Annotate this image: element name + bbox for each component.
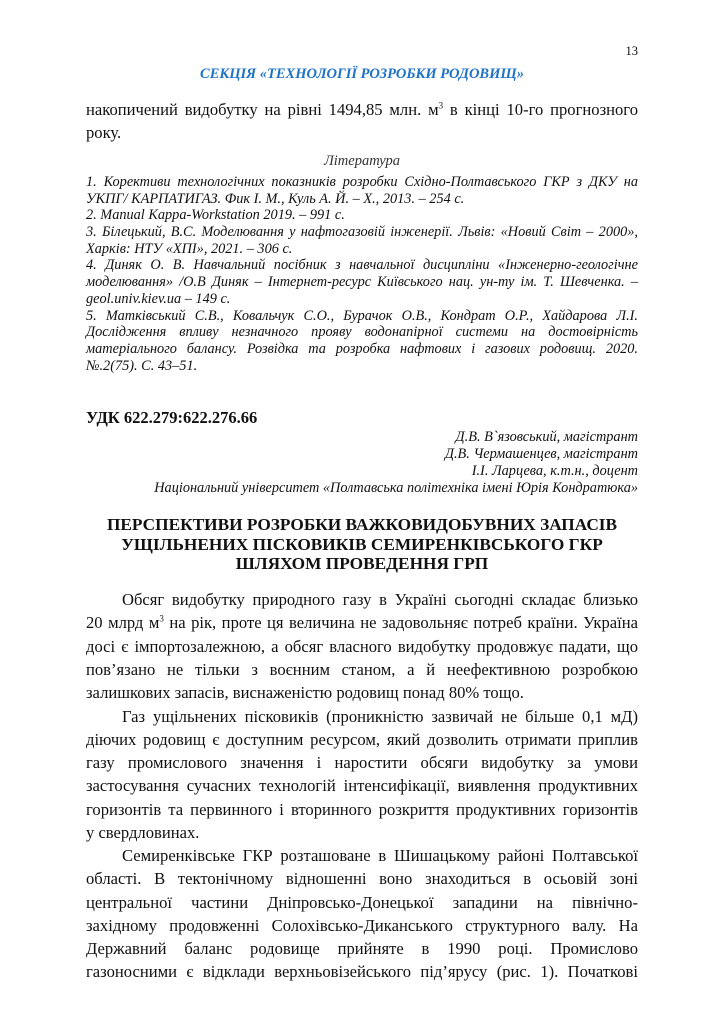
page-number: 13 — [625, 44, 638, 58]
paragraph-2 — [86, 705, 638, 845]
intro-paragraph — [86, 98, 638, 145]
section-header: СЕКЦІЯ «ТЕХНОЛОГІЇ РОЗРОБКИ РОДОВИЩ» — [200, 66, 524, 82]
reference-line: матеріального балансу. Розвідка та розробка нафтових і газових родовищ. 2020. — [86, 340, 638, 357]
reference-line: 4. Диняк О. В. Навчальний посібник з навчальної дисципліни «Інженерно-геологічне — [86, 257, 638, 274]
reference-line: моделювання» /О.В Диняк – Інтернет-ресурс Київського нац. ун-ту ім. Т. Шевченка. – — [86, 274, 638, 291]
author-line: Д.В. Чермашенцев, магістрант — [444, 446, 638, 462]
paragraph-3 — [86, 844, 638, 984]
title-line: ПЕРСПЕКТИВИ РОЗРОБКИ ВАЖКОВИДОБУВНИХ ЗАПАСІВ — [106, 515, 618, 534]
reference-line: 5. Матківський С.В., Ковальчук С.О., Бурачок О.В., Кондрат О.Р., Хайдарова Л.І. — [86, 307, 638, 324]
reference-line: geol.univ.kiev.ua – 149 с. — [86, 290, 231, 307]
udk-code: УДК 622.279:622.276.66 — [86, 408, 258, 427]
reference-line: УКПГ/ КАРПАТИГАЗ. Фик І. М., Куль А. Й. – Х., 2013. – 254 с. — [86, 190, 465, 207]
text-line: газоносними є відклади верхньовізейського під’ярусу (рис. 1). Початкові — [86, 962, 638, 982]
reference-line: Харків: НТУ «ХПІ», 2021. – 306 с. — [86, 240, 293, 257]
author-line: І.І. Ларцева, к.т.н., доцент — [471, 463, 638, 479]
text-line: досі є імпортозалежною, а обсяг власного видобутку продовжує падати, що — [86, 636, 638, 656]
text-fragment: накопичений видобутку на рівні 1494,85 млн. м — [86, 100, 439, 119]
title-line: ШЛЯХОМ ПРОВЕДЕННЯ ГРП — [235, 554, 489, 574]
text-line: газу промислового значення і наростити обсяги видобутку за умови — [86, 753, 638, 773]
literature-heading: Література — [323, 153, 401, 169]
text-line: області. В тектонічному відношенні воно знаходиться в осьовій зоні — [86, 869, 638, 889]
text-line: Обсяг видобутку природного газу в Україні сьогодні складає близько — [122, 590, 638, 609]
text-fragment: 20 млрд м — [86, 613, 160, 633]
reference-line: №.2(75). С. 43–51. — [86, 357, 198, 374]
text-line: центральної частини Дніпровсько-Донецької западини на північно- — [86, 892, 638, 912]
literature-list — [86, 174, 638, 374]
text-line: пов’язано не тільки з воєнним станом, а й неефективною розробкою — [86, 659, 638, 679]
article-title — [86, 515, 638, 574]
text-line: західному продовженні Солохівсько-Диканського структурного валу. На — [86, 915, 638, 935]
author-line: Д.В. В`язовський, магістрант — [455, 429, 638, 445]
text-line: у свердловинах. — [86, 822, 200, 842]
text-line: діючих родовищ є доступним ресурсом, який дозволить отримати приплив — [86, 729, 638, 749]
text-line — [86, 611, 638, 634]
text-line: року. — [86, 123, 122, 143]
reference-line: 1. Корективи технологічних показників розробки Східно-Полтавського ГКР з ДКУ на — [86, 174, 638, 190]
text-fragment: в кінці 10-го прогнозного — [443, 100, 639, 119]
superscript: 3 — [159, 613, 164, 624]
superscript: 3 — [438, 100, 444, 111]
text-line: горизонтів та первинного і вторинного розкриття продуктивних горизонтів — [86, 799, 638, 819]
reference-line: Дослідження впливу незначного прояву водонапірної системи на достовірність — [86, 324, 638, 341]
authors-block — [86, 429, 638, 497]
paragraph-1 — [86, 588, 638, 704]
reference-line: 2. Manual Kappa-Workstation 2019. – 991 с. — [86, 207, 345, 224]
text-line: залишкових запасів, виснаженістю родовищ понад 80% тощо. — [86, 683, 524, 703]
title-line: УЩІЛЬНЕНИХ ПІСКОВИКІВ СЕМИРЕНКІВСЬКОГО ГКР — [121, 534, 603, 554]
text-line: Державний баланс родовище прийняте в 1990 році. Промислово — [86, 939, 638, 959]
text-line — [86, 98, 638, 121]
text-line: застосування сучасних технологій інтенсифікації, виявлення продуктивних — [86, 776, 638, 796]
text-fragment: на рік, проте ця величина не задовольняє потреб країни. Україна — [163, 613, 638, 633]
affiliation-line: Національний університет «Полтавська політехніка імені Юрія Кондратюка» — [154, 480, 638, 496]
text-line: Газ ущільнених пісковиків (проникністю зазвичай не більше 0,1 мД) — [122, 706, 638, 726]
text-line: Семиренківське ГКР розташоване в Шишацькому районі Полтавської — [122, 846, 638, 865]
reference-line: 3. Білецький, В.С. Моделювання у нафтогазовій інженерії. Львів: «Новий Світ – 2000», — [86, 224, 638, 241]
